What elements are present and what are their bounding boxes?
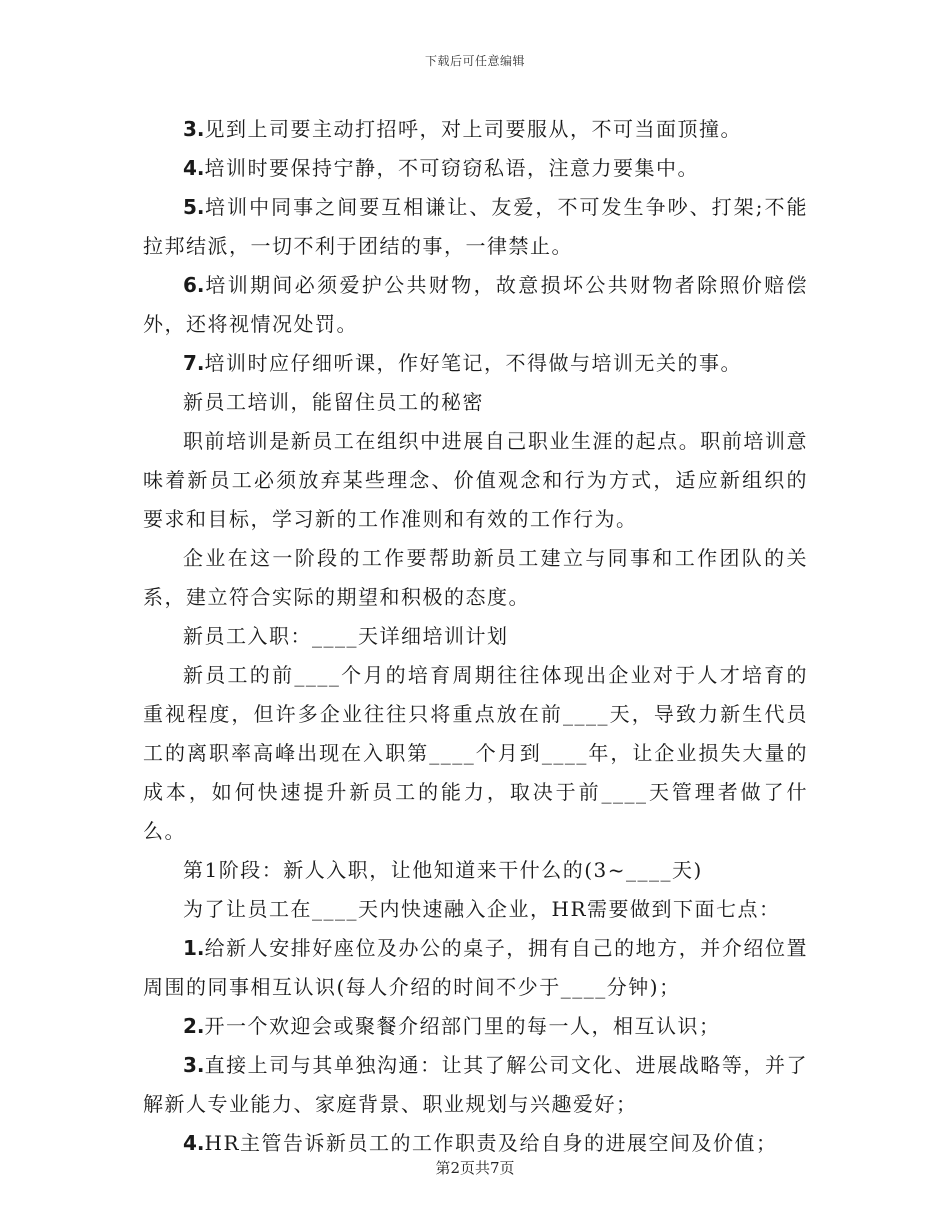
paragraph-text: 为了让员工在____天内快速融入企业，HR需要做到下面七点：: [183, 897, 781, 921]
paragraph-text: 职前培训是新员工在组织中进展自己职业生涯的起点。职前培训意味着新员工必须放弃某些理念、价值观念和行为方式，适应新组织的要求和目标，学习新的工作准则和有效的工作行为。: [143, 429, 808, 531]
paragraph-text: 新员工培训，能留住员工的秘密: [183, 390, 484, 414]
paragraph: [143, 1046, 808, 1124]
section-heading: [143, 383, 808, 422]
paragraph-text: 见到上司要主动打招呼，对上司要服从，不可当面顶撞。: [204, 117, 743, 141]
paragraph: [143, 890, 808, 929]
paragraph-text: 培训时应仔细听课，作好笔记，不得做与培训无关的事。: [204, 351, 743, 375]
paragraph: [143, 422, 808, 539]
list-number: 4.: [183, 1131, 205, 1155]
list-number: 1.: [183, 936, 205, 960]
paragraph: [143, 110, 808, 149]
list-number: 3.: [183, 117, 205, 141]
paragraph-text: 企业在这一阶段的工作要帮助新员工建立与同事和工作团队的关系，建立符合实际的期望和积极的态度。: [143, 546, 808, 609]
paragraph-text: 开一个欢迎会或聚餐介绍部门里的每一人，相互认识；: [204, 1014, 721, 1038]
list-number: 4.: [183, 156, 205, 180]
section-heading: [143, 851, 808, 890]
paragraph-text: 给新人安排好座位及办公的桌子，拥有自己的地方，并介绍位置周围的同事相互认识(每人介绍的时间不少于____分钟)；: [143, 936, 808, 999]
list-number: 2.: [183, 1014, 205, 1038]
list-number: 7.: [183, 351, 205, 375]
paragraph: [143, 188, 808, 266]
paragraph-text: HR主管告诉新员工的工作职责及给自身的进展空间及价值；: [204, 1131, 778, 1155]
page-header-note: 下载后可任意编辑: [424, 54, 525, 68]
paragraph: [143, 929, 808, 1007]
paragraph-text: 新员工入职：____天详细培训计划: [183, 624, 509, 648]
document-body: [143, 110, 808, 1163]
paragraph-text: 培训中同事之间要互相谦让、友爱，不可发生争吵、打架;不能拉邦结派，一切不利于团结的事，一律禁止。: [143, 195, 808, 258]
paragraph-text: 直接上司与其单独沟通：让其了解公司文化、进展战略等，并了解新人专业能力、家庭背景、职业规划与兴趣爱好；: [143, 1053, 808, 1116]
section-heading: [143, 617, 808, 656]
paragraph: [143, 656, 808, 851]
paragraph-text: 新员工的前____个月的培育周期往往体现出企业对于人才培育的重视程度，但许多企业往往只将重点放在前____天，导致力新生代员工的离职率高峰出现在入职第____个月到____年，让企业损失大量的成本，如何快速提升新员工的能力，取决于前____天管理者做了什么。: [143, 663, 808, 843]
page-number: 第2页共7页: [435, 1159, 515, 1177]
paragraph: [143, 344, 808, 383]
paragraph-text: 培训期间必须爱护公共财物，故意损坏公共财物者除照价赔偿外，还将视情况处罚。: [143, 273, 808, 336]
list-number: 5.: [183, 195, 205, 219]
paragraph: [143, 1007, 808, 1046]
paragraph: [143, 539, 808, 617]
paragraph-text: 第1阶段：新人入职，让他知道来干什么的(3~____天): [183, 858, 703, 882]
list-number: 6.: [183, 273, 205, 297]
paragraph: [143, 266, 808, 344]
paragraph: [143, 149, 808, 188]
list-number: 3.: [183, 1053, 205, 1077]
paragraph-text: 培训时要保持宁静，不可窃窃私语，注意力要集中。: [204, 156, 700, 180]
